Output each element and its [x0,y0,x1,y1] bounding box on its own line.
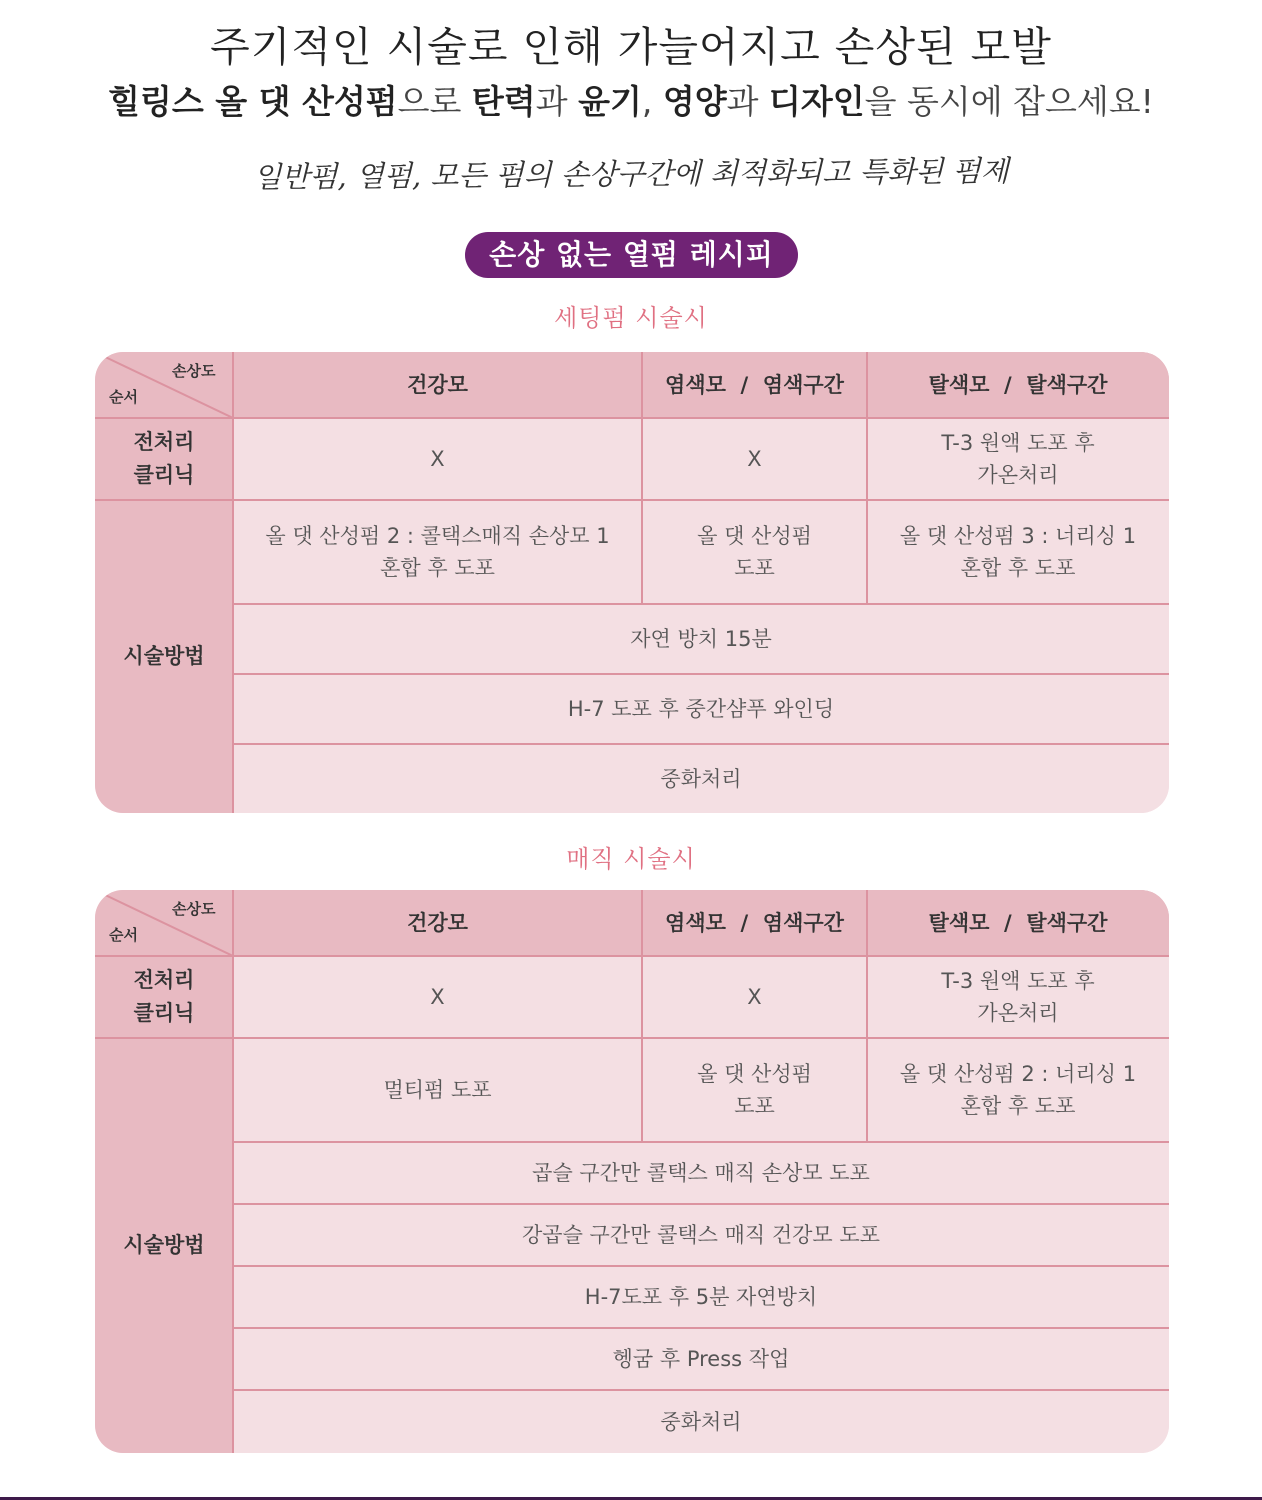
recipe-badge: 손상 없는 열펌 레시피 [465,232,798,278]
pretreatment-cell: X [642,956,867,1038]
headline-segment: 윤기 [578,82,642,121]
headline-segment: 힐링스 올 댓 산성펌 [108,82,398,121]
recipe-table [95,352,1169,813]
headline-segment: 을 동시에 잡으세요! [864,82,1154,121]
headline-segment: 탄력 [471,82,536,121]
row-divider [233,1141,1169,1143]
headline-sub [0,76,1262,123]
row-divider [233,1265,1169,1267]
step-row: 중화처리 [233,1390,1169,1453]
corner-label-order: 순서 [109,388,138,406]
method-cell: 올 댓 산성펌 도포 [642,500,867,604]
row-divider [233,1203,1169,1205]
row-divider [233,743,1169,745]
row-divider [95,955,1169,957]
column-header: 건강모 [233,352,642,418]
row-label-pretreatment: 전처리 클리닉 [95,418,233,500]
step-row: 강곱슬 구간만 콜택스 매직 건강모 도포 [233,1204,1169,1266]
column-header: 탈색모 / 탈색구간 [867,352,1169,418]
row-divider [95,1037,1169,1039]
section-title: 세팅펌 시술시 [554,304,708,332]
row-divider [233,1389,1169,1391]
method-cell: 올 댓 산성펌 2 : 콜택스매직 손상모 1 혼합 후 도포 [233,500,642,604]
column-divider [866,352,868,604]
row-label-method: 시술방법 [95,1038,233,1453]
pretreatment-cell: T-3 원액 도포 후 가온처리 [867,418,1169,500]
script-tagline: 일반펌, 열펌, 모든 펌의 손상구간에 최적화되고 특화된 펌제 [253,153,1009,195]
column-divider [641,352,643,604]
row-label-method: 시술방법 [95,500,233,813]
corner-label-damage: 손상도 [172,900,216,918]
pretreatment-cell: T-3 원액 도포 후 가온처리 [867,956,1169,1038]
column-header: 염색모 / 염색구간 [642,890,867,956]
row-divider [233,673,1169,675]
step-row: 중화처리 [233,744,1169,813]
headline-main: 주기적인 시술로 인해 가늘어지고 손상된 모발 [210,23,1052,71]
column-divider [232,890,234,1453]
pretreatment-cell: X [233,418,642,500]
section-title: 매직 시술시 [566,845,696,873]
step-row: 곱슬 구간만 콜택스 매직 손상모 도포 [233,1142,1169,1204]
method-cell: 올 댓 산성펌 2 : 너리싱 1 혼합 후 도포 [867,1038,1169,1142]
row-divider [233,603,1169,605]
method-cell: 올 댓 산성펌 도포 [642,1038,867,1142]
column-header: 건강모 [233,890,642,956]
column-header: 탈색모 / 탈색구간 [867,890,1169,956]
row-divider [233,1327,1169,1329]
headline-segment: , [641,82,663,121]
column-divider [641,890,643,1142]
headline-segment: 과 [535,82,579,121]
row-divider [95,417,1169,419]
headline-segment: 디자인 [768,82,865,121]
row-divider [95,499,1169,501]
method-cell: 올 댓 산성펌 3 : 너리싱 1 혼합 후 도포 [867,500,1169,604]
column-divider [232,352,234,813]
headline-segment: 으로 [397,82,472,121]
headline-segment: 과 [726,82,769,121]
corner-label-order: 순서 [109,926,138,944]
step-row: 헹굼 후 Press 작업 [233,1328,1169,1390]
pretreatment-cell: X [642,418,867,500]
column-header: 염색모 / 염색구간 [642,352,867,418]
recipe-table [95,890,1169,1453]
corner-label-damage: 손상도 [172,362,216,380]
method-cell: 멀티펌 도포 [233,1038,642,1142]
pretreatment-cell: X [233,956,642,1038]
column-divider [866,890,868,1142]
step-row: H-7 도포 후 중간샴푸 와인딩 [233,674,1169,744]
step-row: 자연 방치 15분 [233,604,1169,674]
headline-segment: 영양 [662,82,727,121]
step-row: H-7도포 후 5분 자연방치 [233,1266,1169,1328]
row-label-pretreatment: 전처리 클리닉 [95,956,233,1038]
